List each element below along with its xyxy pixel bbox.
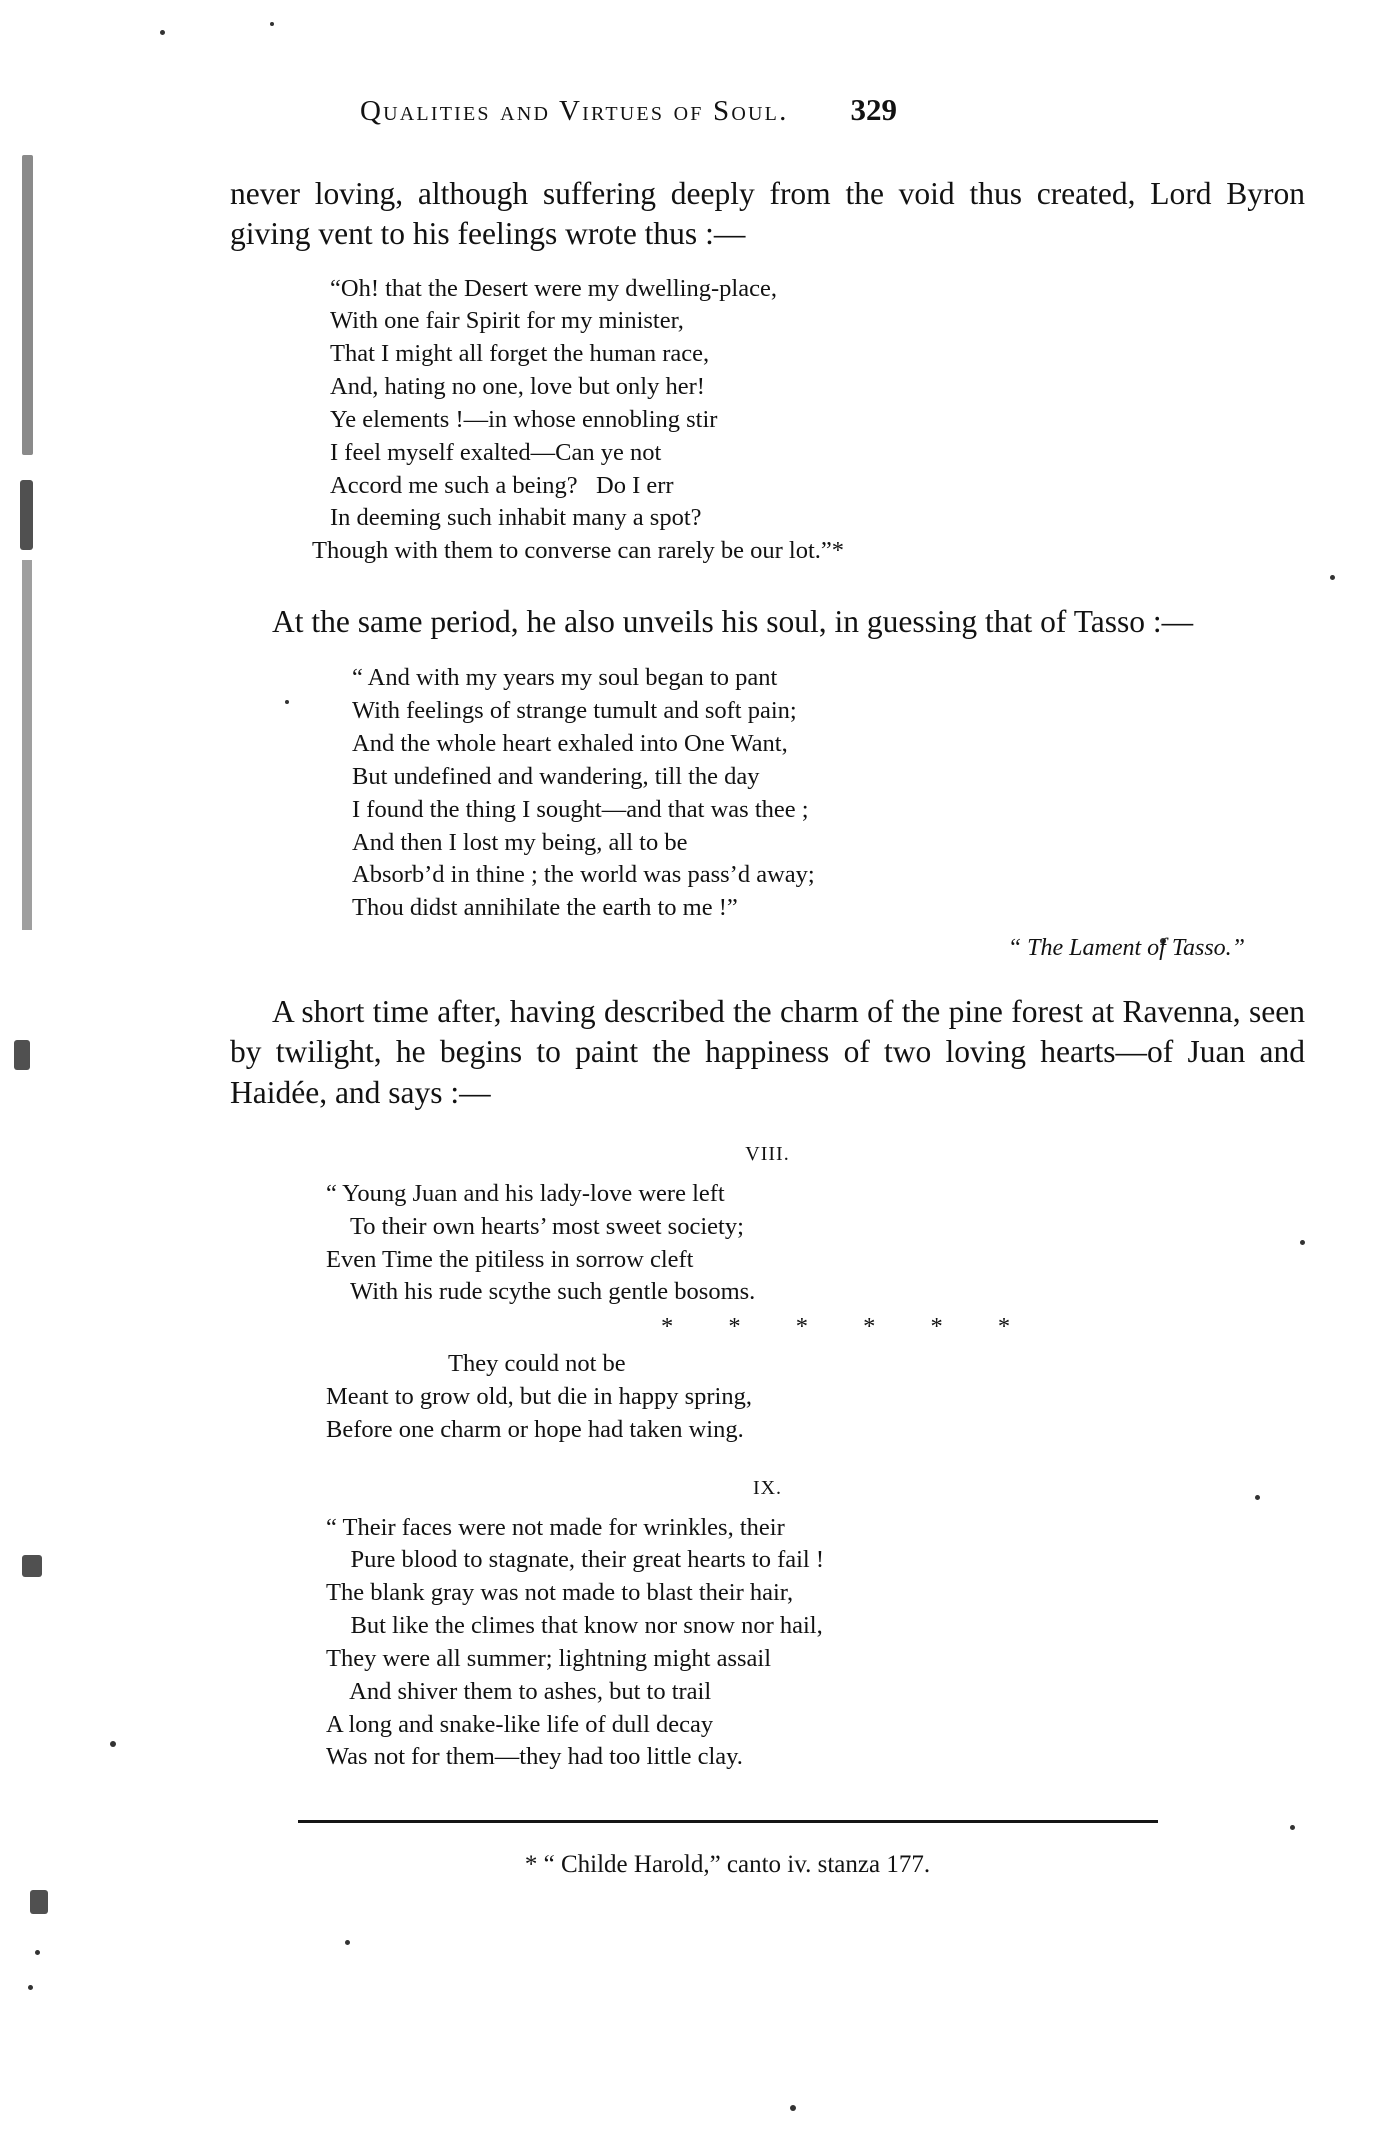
verse-line: Ye elements !—in whose ennobling stir xyxy=(330,405,718,433)
verse-line: In deeming such inhabit many a spot? xyxy=(330,504,702,532)
verse-line: The blank gray was not made to blast their hair, xyxy=(326,1579,794,1607)
verse-line: Was not for them—they had too little clay. xyxy=(326,1743,743,1771)
verse-line: With one fair Spirit for my minister, xyxy=(330,307,684,335)
quote-block-childe-harold xyxy=(230,273,1305,568)
verse-line: I found the thing I sought—and that was thee ; xyxy=(352,795,809,823)
verse-line: “ And with my years my soul began to pant xyxy=(352,664,778,692)
verse-line: I feel myself exalted—Can ye not xyxy=(330,438,662,466)
page-content xyxy=(230,92,1305,1879)
running-head xyxy=(230,92,1305,128)
verse-line: “ Young Juan and his lady-love were left xyxy=(326,1179,725,1207)
verse-line: And then I lost my being, all to be xyxy=(352,828,688,856)
verse-line: Though with them to converse can rarely be our lot.”* xyxy=(312,537,845,565)
quote-block-lament-of-tasso xyxy=(230,662,1305,925)
verse-line: With feelings of strange tumult and soft pain; xyxy=(352,697,797,725)
paragraph-3: A short time after, having described the charm of the pine forest at Ravenna, seen by twilight, he begins to paint the happiness of two loving hearts—of Juan and Haidée, and says :— xyxy=(230,994,1305,1110)
quote-block-don-juan-viii xyxy=(230,1178,1305,1447)
verse-line: Before one charm or hope had taken wing. xyxy=(326,1415,744,1443)
verse-line: And shiver them to ashes, but to trail xyxy=(326,1677,712,1705)
quote-block-don-juan-ix xyxy=(230,1512,1305,1775)
verse-line: “ Their faces were not made for wrinkles, their xyxy=(326,1513,785,1541)
paragraph-2: At the same period, he also unveils his soul, in guessing that of Tasso :— xyxy=(272,604,1194,640)
stanza-label-ix: IX. xyxy=(752,1476,783,1499)
verse-line: Thou didst annihilate the earth to me !” xyxy=(352,894,738,922)
footnote-rule xyxy=(298,1820,1158,1823)
verse-line: That I might all forget the human race, xyxy=(330,340,710,368)
verse-line: They were all summer; lightning might assail xyxy=(326,1644,771,1672)
verse-line: But undefined and wandering, till the day xyxy=(352,762,760,790)
page-number: 329 xyxy=(850,92,898,127)
verse-line: Pure blood to stagnate, their great hearts to fail ! xyxy=(326,1546,825,1574)
running-head-title: Qualities and Virtues of Soul. xyxy=(360,95,789,127)
quote-attribution: “ The Lament of Tasso.” xyxy=(1007,935,1245,962)
stanza-label-viii: VIII. xyxy=(745,1142,790,1165)
verse-line: To their own hearts’ most sweet society; xyxy=(326,1212,744,1240)
verse-line: But like the climes that know nor snow nor hail, xyxy=(326,1612,823,1640)
verse-line: And the whole heart exhaled into One Want, xyxy=(352,730,788,758)
verse-line: “Oh! that the Desert were my dwelling-place, xyxy=(330,274,777,302)
verse-line: Even Time the pitiless in sorrow cleft xyxy=(326,1245,694,1273)
verse-line: With his rude scythe such gentle bosoms. xyxy=(326,1278,756,1306)
verse-line: Accord me such a being? Do I err xyxy=(330,471,674,499)
verse-line: They could not be xyxy=(326,1350,626,1378)
paragraph-1: never loving, although suffering deeply from the void thus created, Lord Byron giving vent to his feelings wrote thus :— xyxy=(230,176,1305,252)
verse-line: Absorb’d in thine ; the world was pass’d away; xyxy=(352,861,815,889)
asterisk-separator: * * * * * * xyxy=(660,1313,1011,1341)
verse-line: Meant to grow old, but die in happy spring, xyxy=(326,1382,752,1410)
verse-line: A long and snake-like life of dull decay xyxy=(326,1710,714,1738)
verse-line: And, hating no one, love but only her! xyxy=(330,373,705,401)
footnote-text: * “ Childe Harold,” canto iv. stanza 177. xyxy=(524,1851,931,1879)
